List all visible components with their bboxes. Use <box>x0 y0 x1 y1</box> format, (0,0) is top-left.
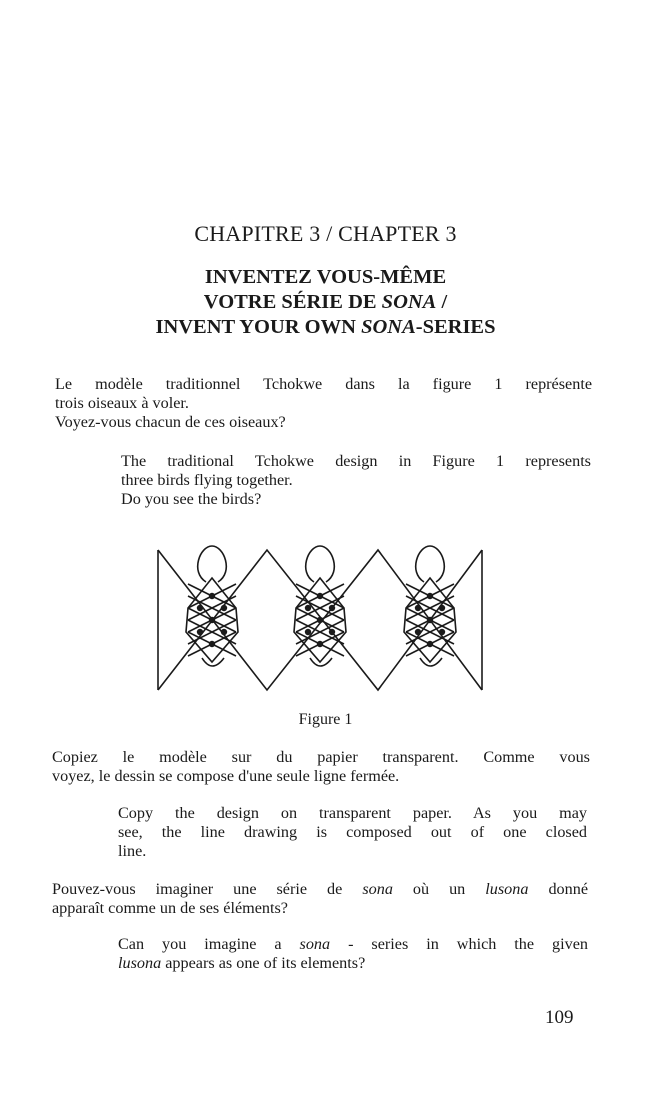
chapter-title-line-3: INVENT YOUR OWN SONA-SERIES <box>155 316 496 338</box>
figure-dot <box>415 605 421 611</box>
figure-dot <box>439 629 445 635</box>
figure-dot <box>427 641 433 647</box>
bird-head-loop <box>198 546 227 582</box>
figure-dot <box>221 605 227 611</box>
bird-head-loop <box>416 546 445 582</box>
figure-dot <box>415 629 421 635</box>
figure-dot <box>209 617 215 623</box>
paragraph-english-question: Can you imagine a sona - series in which the given lusona appears as one of its elements? <box>118 935 589 972</box>
figure-dot <box>317 641 323 647</box>
paragraph-french-intro: Le modèle traditionnel Tchokwe dans la figure 1 représente trois oiseaux à voler. Voyez-vous chacun de ces oiseaux? <box>55 375 592 431</box>
paragraph-english-intro: The traditional Tchokwe design in Figure 1 represents three birds flying together. Do you see the birds? <box>121 452 591 508</box>
bird-head-loop <box>306 546 335 582</box>
figure-dot <box>329 605 335 611</box>
sona-figure <box>150 532 490 702</box>
figure-dot <box>439 605 445 611</box>
chapter-heading: CHAPITRE 3 / CHAPTER 3 <box>194 221 457 246</box>
figure-caption: Figure 1 <box>298 711 353 728</box>
figure-dot <box>197 629 203 635</box>
figure-dot <box>317 617 323 623</box>
figure-dot <box>197 605 203 611</box>
figure-dot <box>209 641 215 647</box>
page-number: 109 <box>545 1007 574 1028</box>
paragraph-english-copy: Copy the design on transparent paper. As you may see, the line drawing is composed out of one closed line. <box>118 804 587 860</box>
figure-dot <box>317 593 323 599</box>
figure-dot <box>305 629 311 635</box>
figure-dot <box>427 617 433 623</box>
chapter-title-line-1: INVENTEZ VOUS-MÊME <box>204 266 447 288</box>
paragraph-french-copy: Copiez le modèle sur du papier transparent. Comme vous voyez, le dessin se compose d'une seule ligne fermée. <box>52 748 590 785</box>
paragraph-french-question: Pouvez-vous imaginer une série de sona où un lusona donné apparaît comme un de ses éléments? <box>52 880 589 917</box>
figure-dot <box>209 593 215 599</box>
figure-dot <box>427 593 433 599</box>
chapter-title-line-2: VOTRE SÉRIE DE SONA / <box>203 291 448 313</box>
figure-dot <box>329 629 335 635</box>
figure-dot <box>221 629 227 635</box>
figure-dot <box>305 605 311 611</box>
